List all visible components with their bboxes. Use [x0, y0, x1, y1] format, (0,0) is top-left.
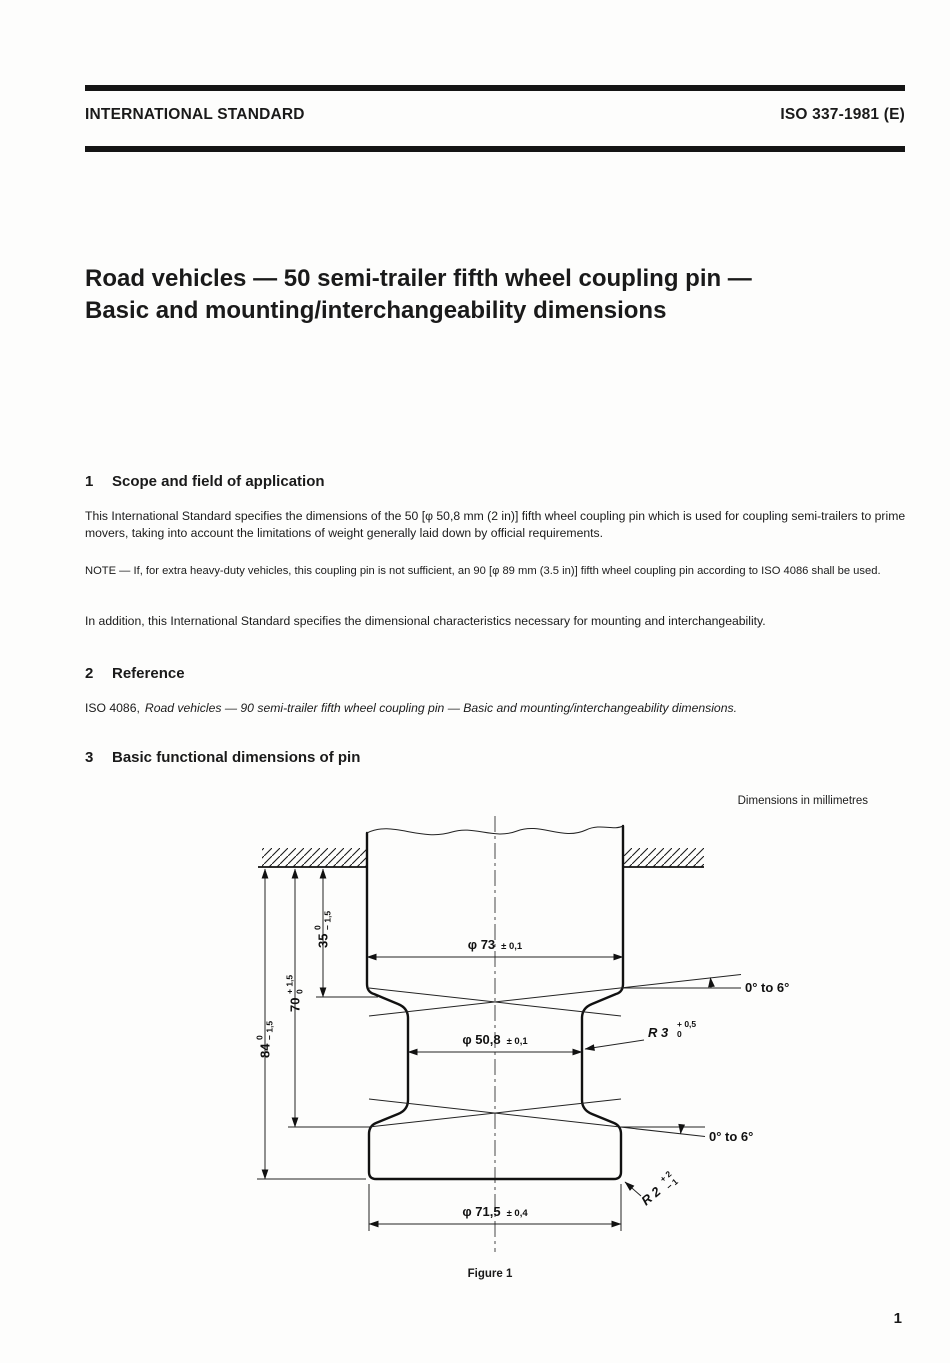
height-35-tol-lower: − 1,5: [322, 910, 333, 930]
r3-value: R 3: [648, 1025, 669, 1040]
r2-value: R 2: [638, 1183, 664, 1209]
dim-dia-71-5: [369, 1184, 621, 1231]
r3-tol-lower: 0: [677, 1029, 682, 1039]
height-84-value: 84: [257, 1043, 273, 1058]
title-line1: Road vehicles — 50 semi-trailer fifth wheel coupling pin —: [85, 265, 752, 292]
document-title: [85, 263, 885, 327]
standard-reference: ISO 337-1981 (E): [780, 106, 905, 123]
section-1-title: Scope and field of application: [112, 473, 325, 490]
header-rule: [85, 146, 905, 152]
dim-height-84: [255, 869, 367, 1179]
scope-paragraph-1: This International Standard specifies the dimensions of the 50 [φ 50,8 mm (2 in)] fifth wheel coupling pin which is used for coupling semi-trailers to prime movers, taking into account the limitations of weight generally laid down by official requirements.: [85, 509, 906, 540]
r2-tol-lower: − 1: [664, 1176, 680, 1192]
reference-title: Road vehicles — 90 semi-trailer fifth wheel coupling pin — Basic and mounting/interchangeability dimensions.: [144, 701, 737, 715]
section-1-number: 1: [85, 473, 94, 490]
svg-text:φ 71,5± 0,4: [462, 1204, 528, 1219]
dia-73-tolerance: ± 0,1: [501, 941, 523, 952]
height-70-value: 70: [287, 997, 303, 1012]
dim-r2: [625, 1169, 680, 1210]
reference-number: ISO 4086,: [85, 701, 140, 715]
dia-71-5-tolerance: ± 0,4: [506, 1208, 528, 1219]
upper-angle-label: 0° to 6°: [745, 980, 790, 995]
section-2-title: Reference: [112, 665, 185, 682]
lower-angle-construction: [369, 1099, 705, 1137]
r2-tol-upper: + 2: [657, 1168, 674, 1185]
section-1-heading: [85, 473, 325, 490]
figure-drawing: [0, 808, 950, 1258]
top-rule: [85, 85, 905, 91]
mounting-surface-left: [258, 848, 367, 867]
section-3-title: Basic functional dimensions of pin: [112, 749, 361, 766]
scope-note: NOTE — If, for extra heavy-duty vehicles, this coupling pin is not sufficient, an 90 [φ 89 mm (3.5 in)] fifth wheel coupling pin according to ISO 4086 shall be used.: [85, 565, 881, 577]
dia-73-value: φ 73: [467, 937, 496, 952]
title-line2: Basic and mounting/interchangeability dimensions: [85, 297, 667, 324]
height-70-tol-upper: + 1,5: [284, 974, 295, 994]
height-84-tol-upper: 0: [254, 1035, 265, 1040]
dia-50-8-tolerance: ± 0,1: [506, 1036, 528, 1047]
height-84-tol-lower: − 1,5: [264, 1020, 275, 1040]
reference-entry: [85, 700, 911, 717]
section-2-heading: [85, 665, 185, 682]
lower-angle-label: 0° to 6°: [709, 1129, 754, 1144]
dim-dia-50-8: [408, 1032, 582, 1052]
svg-text:φ 50,8± 0,1: [462, 1032, 528, 1047]
scope-paragraph-2: In addition, this International Standard specifies the dimensional characteristics necessary for mounting and interchangeability.: [85, 614, 766, 628]
dim-height-70: [285, 869, 373, 1127]
page-number: 1: [893, 1310, 902, 1327]
dim-r3: [585, 1019, 696, 1049]
height-35-tol-upper: 0: [312, 925, 323, 930]
section-2-number: 2: [85, 665, 94, 682]
height-35-value: 35: [315, 933, 331, 948]
section-3-number: 3: [85, 749, 94, 766]
page-header: [85, 106, 905, 124]
dia-50-8-value: φ 50,8: [462, 1032, 501, 1047]
figure-caption: Figure 1: [467, 1268, 513, 1280]
units-note: Dimensions in millimetres: [737, 795, 868, 807]
standard-type-label: INTERNATIONAL STANDARD: [85, 106, 305, 123]
mounting-surface-right: [623, 848, 704, 867]
upper-angle-construction: [369, 975, 741, 1017]
r3-tol-upper: + 0,5: [677, 1019, 697, 1029]
dia-71-5-value: φ 71,5: [462, 1204, 501, 1219]
section-3-heading: [85, 749, 360, 766]
height-70-tol-lower: 0: [294, 989, 305, 994]
